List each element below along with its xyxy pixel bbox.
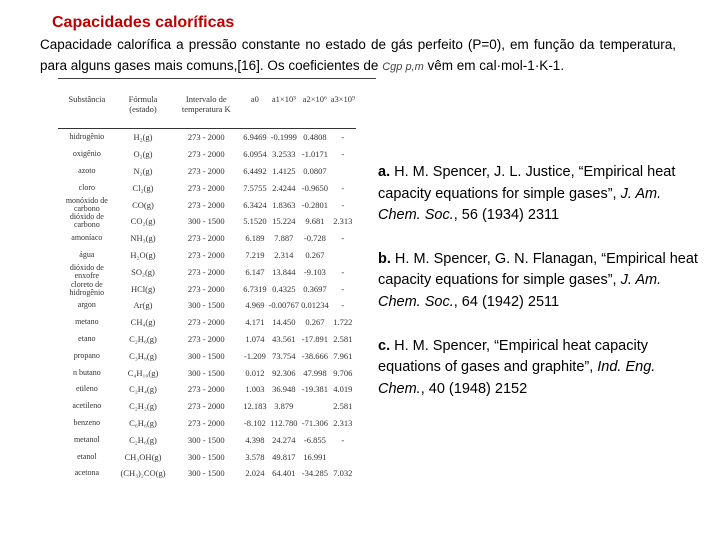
table-cell: 1.4125 [272,165,296,176]
table-cell: C₆H₆(g) [129,417,157,428]
table-cell: 273 - 2000 [187,165,225,176]
table-cell: 7.219 [245,249,265,260]
column-header: Intervalo de temperatura K [170,94,242,129]
table-cell: 2.024 [245,468,265,479]
table-cell: 1.003 [245,384,265,395]
table-cell: -19.381 [301,384,328,395]
table-row [58,415,356,432]
table-cell: 273 - 2000 [187,384,225,395]
table-cell: C₄H₁₀(g) [127,367,159,378]
table-cell: Cl₂(g) [132,182,154,193]
table-cell: -8.102 [243,417,266,428]
table-cell: 273 - 2000 [187,233,225,244]
table-cell: 2.314 [274,249,294,260]
table-cell [330,448,356,465]
table-cell: 24.274 [272,434,296,445]
table-row [58,163,356,180]
table-cell: 0.3697 [303,283,327,294]
table-cell: acetona [74,468,100,478]
references [378,162,698,422]
table-cell: -0.9650 [301,182,328,193]
table-cell: 273 - 2000 [187,417,225,428]
table-row [58,314,356,331]
table-row [58,347,356,364]
table-cell: água [79,249,95,259]
table-cell: 5.1520 [243,216,267,227]
table-cell: -17.891 [301,333,328,344]
column-header: Fórmula (estado) [116,94,171,129]
table-cell: metano [75,317,99,327]
divider [58,78,376,79]
table-cell: 0.4325 [272,283,296,294]
table-cell: 92.306 [272,367,296,378]
intro-units: vêm em cal·mol-1·K-1. [427,58,565,73]
table-cell: oxigênio [72,149,101,159]
reference-details: , 40 (1948) 2152 [420,380,528,397]
table-cell: 4.969 [245,300,265,311]
reference-item [378,249,698,314]
table-cell: 6.9469 [243,132,267,143]
table-cell: 15.224 [272,216,296,227]
table-row [58,213,356,230]
table-cell: 273 - 2000 [187,266,225,277]
table-cell: - [341,266,345,277]
table-cell: 273 - 2000 [187,132,225,143]
reference-authors: H. M. Spencer, J. L. Justice, [394,164,575,180]
table-cell: - [341,300,345,311]
table-cell: 64.401 [272,468,296,479]
table-cell: CH₄(g) [130,317,156,328]
table-cell: -1.209 [243,350,266,361]
table-cell: 3.578 [245,451,265,462]
table-cell: 7.5755 [243,182,267,193]
table-cell: -0.2801 [301,199,328,210]
table-cell: etanol [77,451,97,461]
column-header: Substância [58,94,116,129]
table-cell: 4.019 [333,384,353,395]
table-row [58,179,356,196]
table-cell: metanol [73,434,100,444]
table-cell: 273 - 2000 [187,333,225,344]
table-cell: 1.722 [333,317,353,328]
table-cell: 300 - 1500 [187,434,225,445]
table-cell: -34.285 [301,468,328,479]
table-cell: C₂H₆(g) [129,333,157,344]
table-cell: 13.844 [272,266,296,277]
table-cell: - [341,149,345,160]
table-cell: CO₂(g) [130,216,156,227]
table-cell: 3.2533 [272,149,296,160]
table-cell: 273 - 2000 [187,199,225,210]
table-cell: (CH₃)₂CO(g) [120,468,166,479]
table-cell: 0.0807 [303,165,327,176]
reference-journal: J. Am. Chem. Soc. [378,185,662,224]
table-row [58,129,356,146]
table-cell: 9.681 [305,216,325,227]
table-cell: C₂H₂(g) [129,401,157,412]
table-cell: -71.306 [301,417,328,428]
slide-title: Capacidades caloríficas [52,14,235,31]
table-cell: -0.728 [303,233,326,244]
table-cell: NH₃(g) [130,233,156,244]
table-cell: 273 - 2000 [187,317,225,328]
table-cell: 49.817 [272,451,296,462]
reference-label: c. [378,337,391,354]
table-cell: -6.855 [303,434,326,445]
table-row [58,297,356,314]
table-cell [300,398,330,415]
table-cell: 273 - 2000 [187,182,225,193]
reference-item [378,336,698,401]
intro-paragraph [40,34,676,78]
table-cell: 7.961 [333,350,353,361]
table-cell: O₂(g) [133,149,153,160]
table-cell: acetileno [72,401,102,411]
table-cell: 2.313 [333,417,353,428]
table-cell [330,163,356,180]
table-row [58,280,356,297]
table-row [58,196,356,213]
table-cell: 7.887 [274,233,294,244]
table-cell: 3.879 [274,401,294,412]
table-cell: 4.398 [245,434,265,445]
table-cell: dióxido de enxofre [69,262,104,280]
table-cell: 43.561 [272,333,296,344]
table-cell: 6.147 [245,266,265,277]
column-header: a3×10⁹ [330,94,356,129]
table-cell: 12.183 [243,401,267,412]
table-cell: 1.8363 [272,199,296,210]
table-cell: - [341,434,345,445]
table-cell: 6.4492 [243,165,267,176]
table-cell: benzeno [73,417,101,427]
table-cell: 6.7319 [243,283,267,294]
reference-label: b. [378,250,391,267]
table-cell: 16.991 [303,451,327,462]
table-cell: HCl(g) [130,283,156,294]
table-cell: - [341,182,345,193]
table-row [58,263,356,280]
table-cell: 273 - 2000 [187,149,225,160]
table-cell: 0.267 [305,249,325,260]
table-cell: -0.00767 [268,300,300,311]
table-cell: - [341,199,345,210]
column-header: a1×10³ [268,94,300,129]
table-cell: 0.267 [305,317,325,328]
reference-authors: H. M. Spencer, [394,337,491,354]
table-cell: 273 - 2000 [187,249,225,260]
table-cell: dióxido de carbono [69,212,104,230]
table-cell: hidrogênio [69,132,105,142]
table-cell: 273 - 2000 [187,401,225,412]
table-row [58,146,356,163]
table-cell: 273 - 2000 [187,283,225,294]
table-cell: - [341,283,345,294]
reference-authors: H. M. Spencer, G. N. Flanagan, [394,250,598,267]
table-cell: CO(g) [132,199,154,210]
column-header: a0 [242,94,267,129]
table-cell: cloro [78,182,96,192]
reference-item [378,162,698,227]
table-cell: 300 - 1500 [187,367,225,378]
table-cell: n butano [72,367,101,377]
table-cell: - [341,132,345,143]
table-cell: 0.4808 [303,132,327,143]
table-cell: 7.032 [333,468,353,479]
table-cell: 300 - 1500 [187,216,225,227]
table-cell: - [341,233,345,244]
table-cell: 300 - 1500 [187,451,225,462]
table-cell: 6.3424 [243,199,267,210]
reference-journal: Ind. Eng. Chem. [378,359,656,397]
table-cell: C₂H₆(g) [129,434,157,445]
table-cell: 6.0954 [243,149,267,160]
table-cell: 300 - 1500 [187,300,225,311]
table-cell: 1.074 [245,333,265,344]
intro-text: Capacidade calorífica a pressão constante no estado de gás perfeito (P=0), em função da temperatura, para alguns gases mais comuns,[16]. Os coeficientes de [40,37,676,73]
reference-title: “Empirical heat capacity equations of gases and graphite”, [378,337,648,376]
table-cell: H₂(g) [133,132,153,143]
column-header: a2×10⁶ [300,94,330,129]
reference-label: a. [378,164,391,180]
cp-symbol: Cgp p,m [382,61,424,73]
table-cell: 300 - 1500 [187,350,225,361]
table-cell: 2.581 [333,401,353,412]
table-cell: 2.581 [333,333,353,344]
table-cell: Ar(g) [133,300,153,311]
table-cell: etileno [75,384,98,394]
table-row [58,398,356,415]
table-cell [330,247,356,264]
table-row [58,431,356,448]
table-cell: 0.012 [245,367,265,378]
table-row [58,381,356,398]
table-row [58,230,356,247]
table-row [58,448,356,465]
table-cell: SO₂(g) [131,266,155,277]
table-cell: 2.4244 [272,182,296,193]
table-cell: 36.948 [272,384,296,395]
reference-title: “Empirical heat capacity equations for simple gases”, [378,164,676,202]
table-cell: 73.754 [272,350,296,361]
table-cell: H₂O(g) [130,249,156,260]
table-cell: 4.171 [245,317,265,328]
table-cell: -0.1999 [270,132,297,143]
table-cell: 112.780 [270,417,298,428]
table-row [58,364,356,381]
table-cell: -1.0171 [301,149,328,160]
reference-journal: J. Am. Chem. Soc. [378,272,662,310]
heat-capacity-table [58,94,356,482]
table-cell: etano [78,333,96,343]
table-cell: 6.189 [245,233,265,244]
table-cell: amoníaco [71,233,103,243]
reference-details: , 64 (1942) 2511 [453,293,560,310]
table-cell: propano [73,350,100,360]
table-row [58,465,356,482]
table-cell: 47.998 [303,367,327,378]
table-cell: C₃H₈(g) [129,350,157,361]
table-cell: N₂(g) [133,165,153,176]
table-cell: 9.706 [333,367,353,378]
table-cell: 14.450 [272,317,296,328]
table-cell: 0.01234 [301,300,329,311]
table-cell: C₂H₄(g) [129,384,157,395]
table-cell: CH₃OH(g) [124,451,162,462]
table-row [58,331,356,348]
table-cell: monóxido de carbono [65,195,108,213]
table-cell: cloreto de hidrogênio [69,279,105,297]
table-cell: 300 - 1500 [187,468,225,479]
table-cell: argon [77,300,96,310]
table-cell: -38.666 [301,350,328,361]
table-cell: azoto [78,165,96,175]
reference-details: , 56 (1934) 2311 [453,207,560,224]
table-row [58,247,356,264]
reference-title: “Empirical heat capacity equations for simple gases”, [378,250,698,289]
table-cell: 2.313 [333,216,353,227]
table-cell: -9.103 [303,266,326,277]
